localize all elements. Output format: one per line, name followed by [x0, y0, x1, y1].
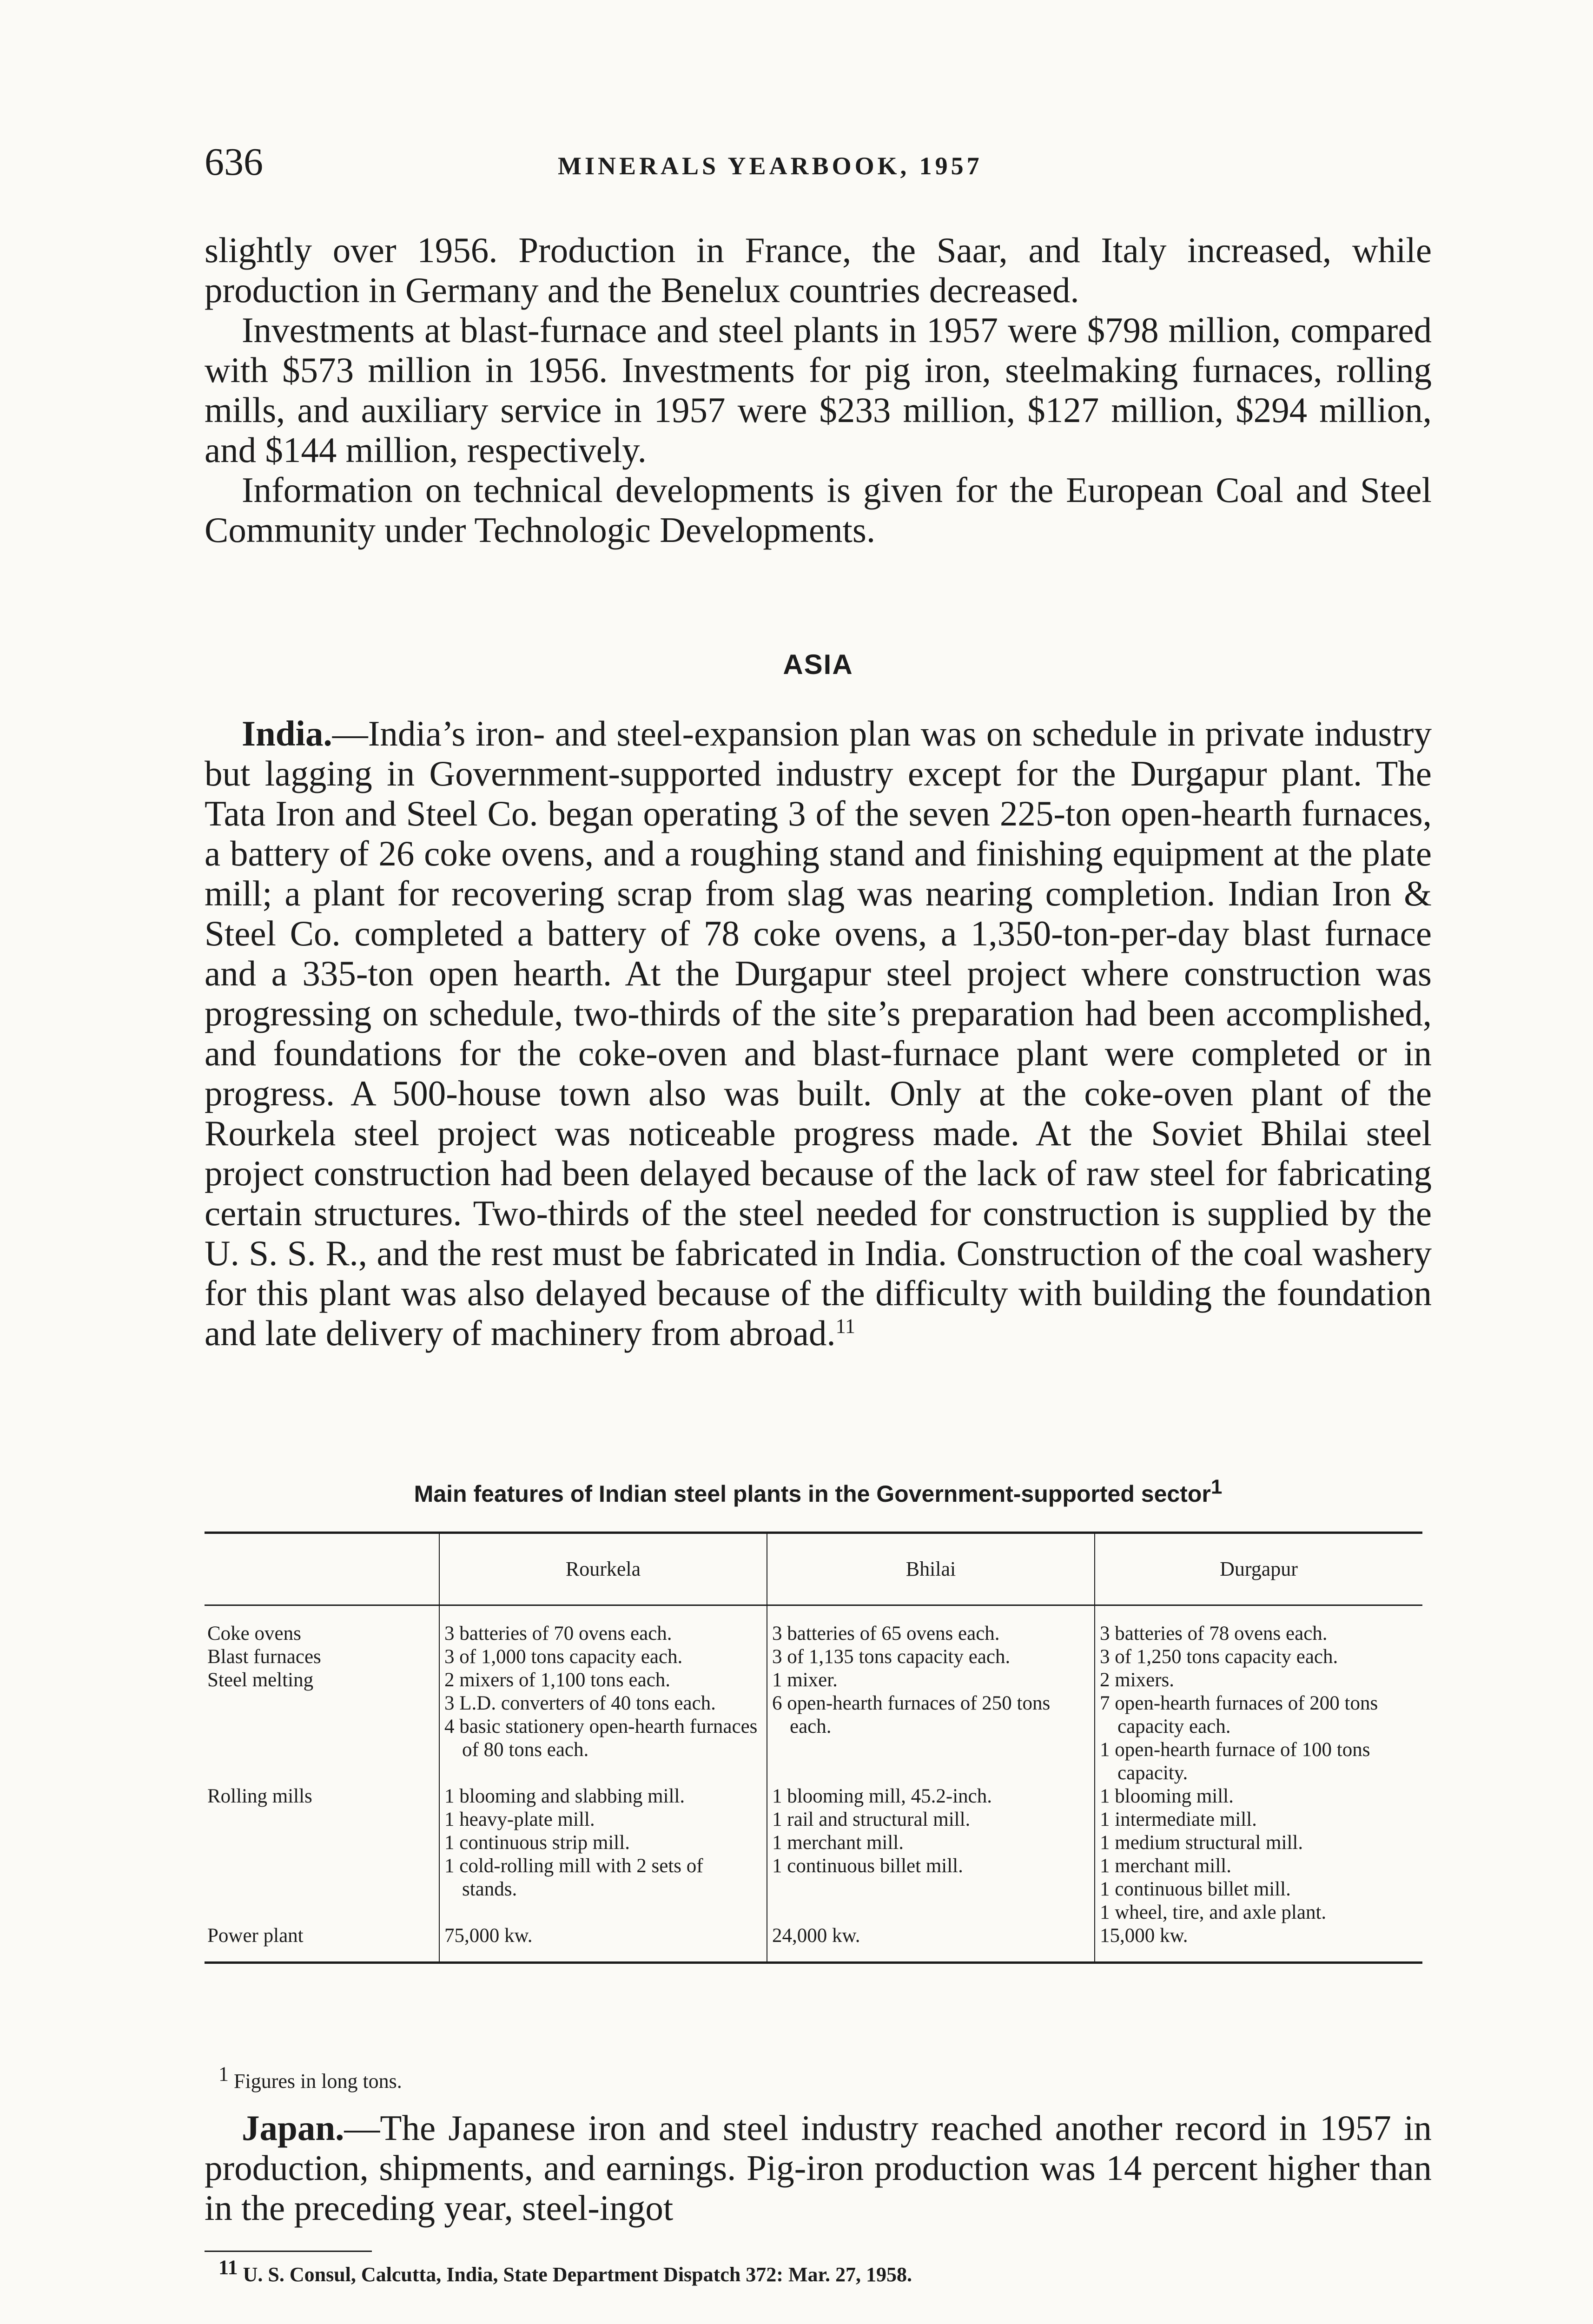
- table-header-stub: [205, 1534, 439, 1605]
- table-cell: [439, 1645, 767, 1669]
- paragraph: Information on technical developments is given for the European Coal and Steel Community under Technologic Developments.: [205, 470, 1432, 550]
- cell-entry: 2 mixers of 1,100 tons each.: [444, 1669, 671, 1691]
- table: [205, 1534, 1422, 1961]
- table-header-rourkela: Rourkela: [439, 1534, 767, 1605]
- table-cell: [1095, 1669, 1422, 1785]
- cell-entry: 1 blooming mill, 45.2-inch.: [772, 1785, 992, 1807]
- table-cell: [1095, 1924, 1422, 1961]
- row-label: Power plant: [207, 1925, 304, 1947]
- cell-entry: 1 blooming and slabbing mill.: [444, 1785, 685, 1807]
- cell-entry: 1 merchant mill.: [772, 1832, 904, 1854]
- cell-entry: 75,000 kw.: [444, 1925, 533, 1947]
- table-header-row: [205, 1534, 1422, 1605]
- row-label: Blast furnaces: [207, 1646, 321, 1668]
- paragraph-japan: [205, 2108, 1432, 2228]
- table-header-durgapur: Durgapur: [1095, 1534, 1422, 1605]
- steel-plants-table: [205, 1532, 1422, 1964]
- table-row: [205, 1645, 1422, 1669]
- table-row: [205, 1924, 1422, 1961]
- paragraph-lead: India.: [242, 713, 332, 753]
- table-cell: [439, 1669, 767, 1785]
- cell-entry: 1 intermediate mill.: [1100, 1809, 1257, 1830]
- cell-entry: 1 continuous strip mill.: [444, 1832, 630, 1854]
- paragraph-lead: Japan.: [242, 2108, 344, 2148]
- footnote-text: U. S. Consul, Calcutta, India, State Department Dispatch 372: Mar. 27, 1958.: [243, 2263, 912, 2286]
- paragraph-text: —The Japanese iron and steel industry reached another record in 1957 in production, shipments, and earnings. Pig-iron production was 14 percent higher than in the preceding year, steel-ingot: [205, 2108, 1432, 2228]
- table-cell: [767, 1605, 1095, 1646]
- cell-entry: 2 mixers.: [1100, 1669, 1175, 1691]
- cell-entry: 3 batteries of 70 ovens each.: [444, 1623, 672, 1644]
- cell-entry: 15,000 kw.: [1100, 1925, 1188, 1947]
- paragraph-text: —India’s iron- and steel-expansion plan was on schedule in private industry but lagging in Government-supported industry except for the Durgapur plant. The Tata Iron and Steel Co. began operating 3 of the seven 225-ton open-hearth furnaces, a battery of 26 coke ovens, and a roughing stand and finishing equipment at the plate mill; a plant for recovering scrap from slag was nearing completion. Indian Iron & Steel Co. completed a battery of 78 coke ovens, a 1,350-ton-per-day blast furnace and a 335-ton open hearth. At the Durgapur steel project where construction was progressing on schedule, two-thirds of the site’s preparation had been accomplished, and foundations for the coke-oven and blast-furnace plant were completed or in progress. A 500-house town also was built. Only at the coke-oven plant of the Rourkela steel project was noticeable progress made. At the Soviet Bhilai steel project construction had been delayed because of the lack of raw steel for fabricating certain structures. Two-thirds of the steel needed for construction is supplied by the U. S. S. R., and the rest must be fabricated in India. Construction of the coal washery for this plant was also delayed because of the difficulty with building the foundation and late delivery of machinery from abroad.: [205, 713, 1432, 1353]
- section-heading: ASIA: [783, 649, 853, 680]
- footnote: [218, 2256, 912, 2286]
- cell-entry: 1 wheel, tire, and axle plant.: [1100, 1901, 1327, 1923]
- cell-entry: 3 batteries of 65 ovens each.: [772, 1623, 1000, 1644]
- table-row: [205, 1605, 1422, 1646]
- footnote-rule: [205, 2251, 372, 2252]
- cell-entry: 3 of 1,135 tons capacity each.: [772, 1646, 1011, 1668]
- body-text-top: [205, 230, 1432, 550]
- table-cell: [439, 1605, 767, 1646]
- table-cell: [767, 1645, 1095, 1669]
- body-text-india: [205, 713, 1432, 1353]
- body-text-japan: [205, 2108, 1432, 2228]
- cell-entry: 1 merchant mill.: [1100, 1855, 1232, 1877]
- row-label: Rolling mills: [207, 1785, 312, 1807]
- cell-entry: 1 mixer.: [772, 1669, 838, 1691]
- cell-entry: 1 medium structural mill.: [1100, 1832, 1303, 1854]
- table-note: [218, 2062, 402, 2093]
- table-cell: [1095, 1785, 1422, 1924]
- cell-entry: 3 batteries of 78 ovens each.: [1100, 1623, 1328, 1644]
- cell-entry: 1 cold-rolling mill with 2 sets of stands.: [444, 1855, 703, 1900]
- table-cell: [1095, 1605, 1422, 1646]
- cell-entry: 3 L.D. converters of 40 tons each.: [444, 1692, 716, 1714]
- table-cell: [439, 1785, 767, 1924]
- cell-entry: 3 of 1,250 tons capacity each.: [1100, 1646, 1338, 1668]
- running-head: [205, 139, 1432, 191]
- table-title: [205, 1475, 1432, 1507]
- footnote-reference: 11: [835, 1314, 855, 1338]
- cell-entry: 1 open-hearth furnace of 100 tons capacity.: [1100, 1739, 1370, 1784]
- table-cell: [767, 1669, 1095, 1785]
- table-cell: [767, 1924, 1095, 1961]
- table-title-text: Main features of Indian steel plants in the Government-supported sector: [414, 1481, 1211, 1507]
- table-cell: [439, 1924, 767, 1961]
- table-row: [205, 1669, 1422, 1785]
- page-number: 636: [205, 140, 263, 184]
- cell-entry: 1 heavy-plate mill.: [444, 1809, 595, 1830]
- cell-entry: 1 continuous billet mill.: [1100, 1878, 1291, 1900]
- cell-entry: 1 rail and structural mill.: [772, 1809, 971, 1830]
- cell-entry: 7 open-hearth furnaces of 200 tons capacity each.: [1100, 1692, 1378, 1737]
- running-title: MINERALS YEARBOOK, 1957: [558, 152, 983, 180]
- table-row: [205, 1785, 1422, 1924]
- paragraph: Investments at blast-furnace and steel plants in 1957 were $798 million, compared with $573 million in 1956. Investments for pig iron, steelmaking furnaces, rolling mills, and auxiliary service in 1957 were $233 million, $127 million, $294 million, and $144 million, respectively.: [205, 310, 1432, 470]
- cell-entry: 3 of 1,000 tons capacity each.: [444, 1646, 683, 1668]
- cell-entry: 4 basic stationery open-hearth furnaces of 80 tons each.: [444, 1716, 758, 1761]
- footnote-number: 11: [218, 2256, 238, 2279]
- paragraph-india: [205, 713, 1432, 1353]
- row-label: Coke ovens: [207, 1623, 301, 1644]
- table-header-bhilai: Bhilai: [767, 1534, 1095, 1605]
- table-body: [205, 1605, 1422, 1962]
- table-cell: [1095, 1645, 1422, 1669]
- table-note-reference: 1: [218, 2062, 229, 2086]
- table-cell: [767, 1785, 1095, 1924]
- paragraph: slightly over 1956. Production in France, the Saar, and Italy increased, while production in Germany and the Benelux countries decreased.: [205, 230, 1432, 310]
- cell-entry: 24,000 kw.: [772, 1925, 860, 1947]
- cell-entry: 6 open-hearth furnaces of 250 tons each.: [772, 1692, 1051, 1737]
- table-title-footnote-reference: 1: [1210, 1475, 1223, 1499]
- table-rule-bottom: [205, 1961, 1422, 1964]
- row-label: Steel melting: [207, 1669, 314, 1691]
- cell-entry: 1 continuous billet mill.: [772, 1855, 963, 1877]
- cell-entry: 1 blooming mill.: [1100, 1785, 1234, 1807]
- table-note-text: Figures in long tons.: [234, 2070, 402, 2093]
